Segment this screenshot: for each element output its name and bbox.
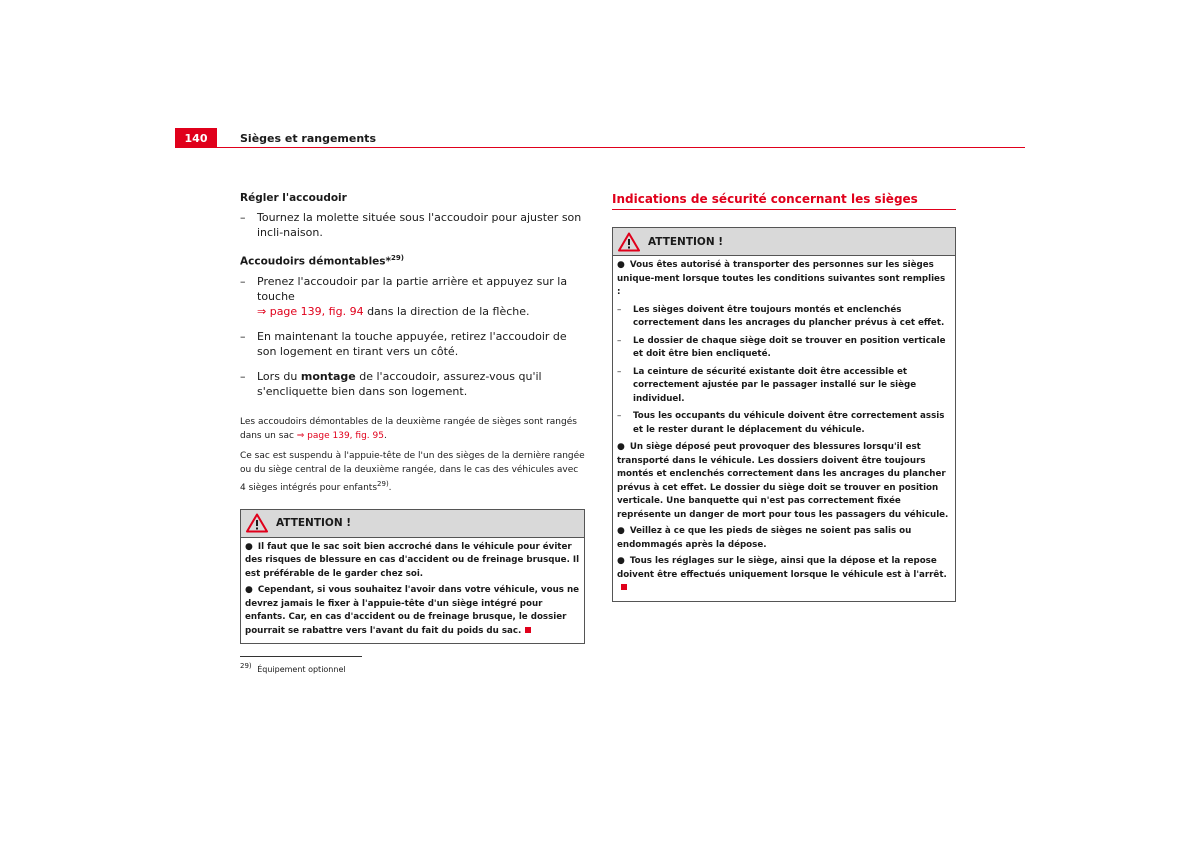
- header-rule: [175, 147, 1025, 148]
- warning-item: ● Un siège déposé peut provoquer des blessures lorsqu'il est transporté dans le véhicule. Les dossiers doivent être toujours montés et enclenchés correctement dans les ancrages du plancher prévus à cet effet. Le dossier du siège doit se trouver en position verticale. Une banquette qui n'est pas correctement fixée représente un danger de mort pour tous les passagers du véhicule.: [617, 442, 949, 520]
- page-number: 140: [175, 128, 217, 148]
- footnote-rule: [240, 656, 362, 657]
- warning-box-bag: [240, 509, 585, 645]
- bullet-icon: ●: [617, 442, 625, 452]
- section-title: Indications de sécurité concernant les sièges: [612, 192, 956, 210]
- footnote: [240, 662, 346, 674]
- warning-body: [241, 538, 584, 644]
- dash-marker: –: [617, 366, 622, 377]
- warning-triangle-icon: [246, 513, 268, 533]
- page-header: [175, 128, 1025, 148]
- bullet-icon: ●: [245, 585, 253, 595]
- paragraph-armrest-bag: Les accoudoirs démontables de la deuxième rangée de sièges sont rangés dans un sac ⇒ page 139, fig. 95.: [240, 416, 577, 441]
- right-column: [612, 192, 956, 602]
- heading-removable-armrests: Accoudoirs démontables*$^{29)}$: [240, 254, 404, 268]
- warning-subitem: – Les sièges doivent être toujours montés et enclenchés correctement dans les ancrages du plancher prévus à cet effet.: [617, 304, 945, 328]
- warning-triangle-icon: [618, 232, 640, 252]
- dash-marker: –: [240, 211, 246, 224]
- bullet-icon: ●: [617, 556, 625, 566]
- step-turn-wheel: – Tournez la molette située sous l'accoudoir pour ajuster son incli-naison.: [240, 211, 582, 239]
- warning-subitem: – La ceinture de sécurité existante doit être accessible et correctement ajustée par le passager installé sur le siège individuel.: [617, 366, 917, 404]
- end-square-icon: [525, 627, 531, 633]
- warning-header: [613, 228, 955, 256]
- dash-marker: –: [617, 304, 622, 315]
- end-square-icon: [621, 584, 627, 590]
- dash-marker: –: [240, 369, 246, 383]
- bullet-icon: ●: [245, 541, 253, 552]
- heading-armrest-adjust: Régler l'accoudoir: [240, 192, 347, 204]
- warning-subitem: – Le dossier de chaque siège doit se trouver en position verticale et doit être bien encliqueté.: [617, 335, 946, 359]
- bullet-icon: ●: [617, 526, 625, 536]
- page-reference-link[interactable]: ⇒ page 139, fig. 94: [257, 304, 364, 318]
- warning-item: ● Cependant, si vous souhaitez l'avoir dans votre véhicule, vous ne devrez jamais le fixer à l'appuie-tête d'un siège intégré pour enfants. Car, en cas d'accident ou de freinage brusque, le dossier pourrait se rabattre vers l'avant du fait du poids du sac.: [245, 585, 580, 636]
- step-mount-armrest: – Lors du montage de l'accoudoir, assurez-vous qu'il s'encliquette bien dans son logement.: [240, 369, 542, 398]
- warning-item: ● Tous les réglages sur le siège, ainsi que la dépose et la repose doivent être effectués uniquement lorsque le véhicule est à l'arrêt.: [617, 555, 951, 596]
- page-reference-link[interactable]: ⇒ page 139, fig. 95: [296, 430, 384, 441]
- footnote-marker: 29): [240, 662, 252, 670]
- warning-title: ATTENTION !: [276, 517, 352, 529]
- footnote-text: Équipement optionnel: [257, 664, 346, 674]
- step-remove-armrest: – En maintenant la touche appuyée, retirez l'accoudoir de son logement en tirant vers un côté.: [240, 329, 567, 358]
- warning-header: [241, 510, 584, 538]
- warning-item: ● Veillez à ce que les pieds de sièges ne soient pas salis ou endommagés après la dépose.: [617, 526, 912, 550]
- dash-marker: –: [617, 335, 622, 346]
- left-column: [240, 192, 585, 644]
- dash-marker: –: [240, 274, 246, 288]
- dash-marker: –: [240, 329, 246, 343]
- warning-item: ● Il faut que le sac soit bien accroché dans le véhicule pour éviter des risques de blessure en cas d'accident ou de freinage brusque. Il est préférable de le garder chez soi.: [245, 541, 580, 579]
- warning-subitem: – Tous les occupants du véhicule doivent être correctement assis et le rester durant le déplacement du véhicule.: [617, 411, 945, 435]
- warning-body: [613, 256, 955, 601]
- warning-box-seats: [612, 227, 956, 602]
- paragraph-bag-location: Ce sac est suspendu à l'appuie-tête de l'un des sièges de la dernière rangée ou du siège central de la deuxième rangée, dans le cas des véhicules avec 4 sièges intégrés pour enfants$^{29)}$.: [240, 450, 585, 493]
- warning-title: ATTENTION !: [648, 235, 724, 248]
- warning-item: ● Vous êtes autorisé à transporter des personnes sur les sièges unique-ment lorsque toutes les conditions suivantes sont remplies :: [617, 260, 946, 297]
- bullet-icon: ●: [617, 260, 625, 270]
- dash-marker: –: [617, 411, 622, 421]
- step-take-armrest: – Prenez l'accoudoir par la partie arrière et appuyez sur la touche ⇒ page 139, fig. 94 dans la direction de la flèche.: [240, 274, 568, 318]
- chapter-title: Sièges et rangements: [240, 132, 376, 145]
